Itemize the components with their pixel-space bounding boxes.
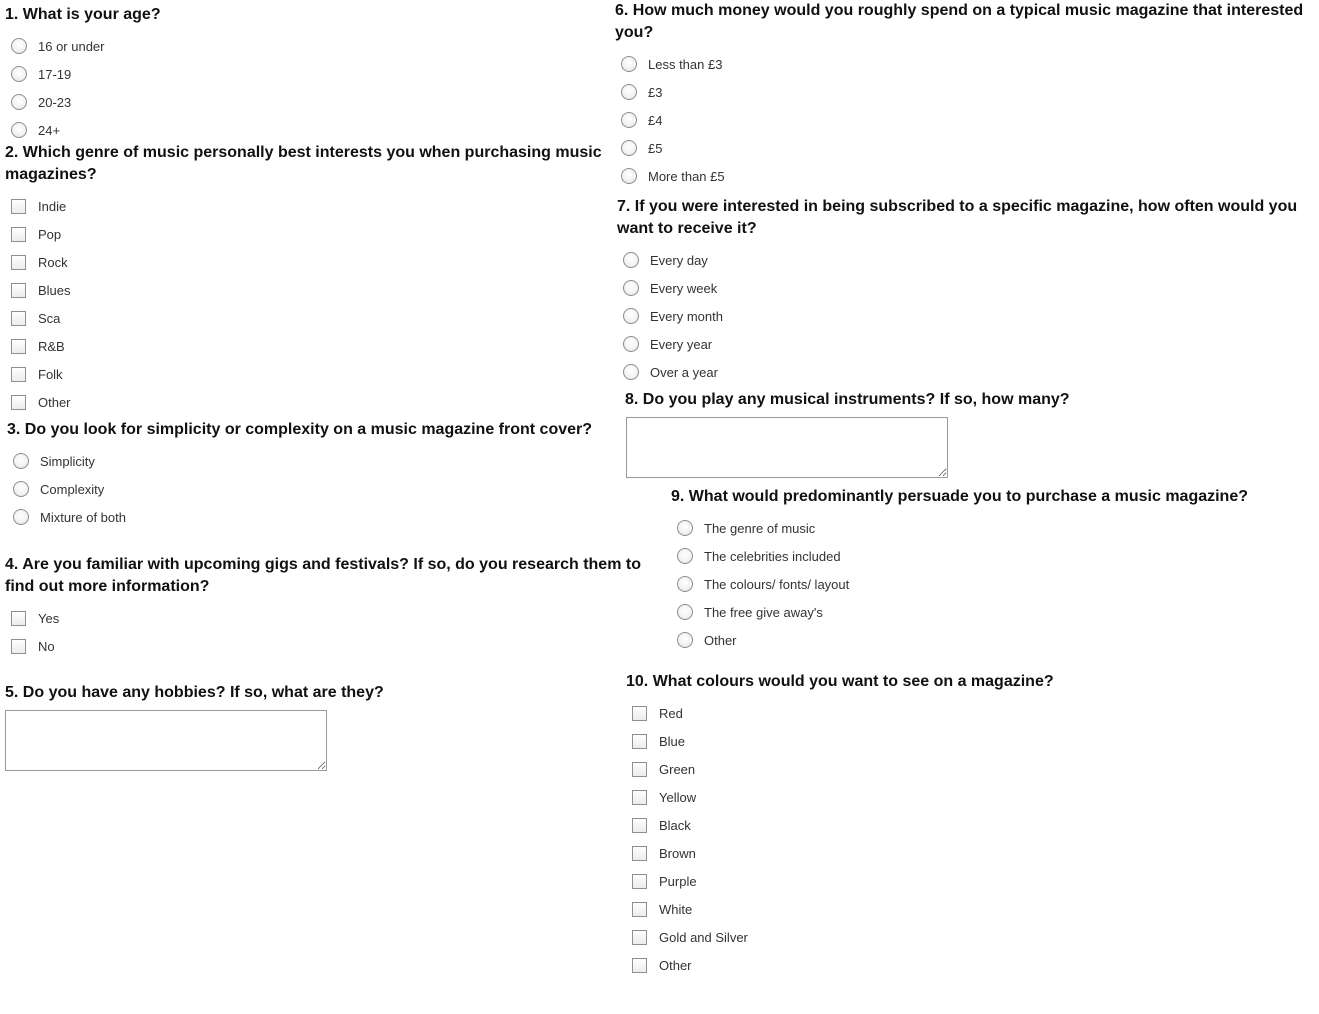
option-label: Yes — [38, 610, 60, 626]
genre-option-blues[interactable] — [5, 276, 605, 304]
option-label: More than £5 — [648, 168, 725, 184]
colour-option-yellow[interactable] — [626, 783, 1306, 811]
radio-button[interactable] — [13, 509, 29, 525]
checkbox[interactable] — [632, 818, 647, 833]
option-label: R&B — [38, 338, 65, 354]
question-9-options — [671, 514, 1311, 654]
cover-option-mixture[interactable] — [7, 503, 607, 531]
option-label: Mixture of both — [40, 509, 126, 525]
radio-button[interactable] — [621, 168, 637, 184]
genre-option-sca[interactable] — [5, 304, 605, 332]
radio-button[interactable] — [623, 308, 639, 324]
age-option-17-19[interactable] — [5, 60, 605, 88]
question-5 — [5, 682, 605, 771]
option-label: Less than £3 — [648, 56, 723, 72]
question-1 — [5, 4, 605, 144]
option-label: Green — [659, 761, 696, 777]
option-label: Brown — [659, 845, 696, 861]
question-1-title: 1. What is your age? — [5, 6, 161, 23]
option-label: Over a year — [650, 364, 718, 380]
checkbox[interactable] — [11, 199, 26, 214]
colour-option-black[interactable] — [626, 811, 1306, 839]
question-7-title: 7. If you were interested in being subscribed to a specific magazine, how often would you want to receive it? — [617, 198, 1298, 237]
radio-button[interactable] — [623, 364, 639, 380]
colour-option-gold-and-silver[interactable] — [626, 923, 1306, 951]
option-label: Every day — [650, 252, 708, 268]
option-label: Simplicity — [40, 453, 95, 469]
checkbox[interactable] — [632, 902, 647, 917]
persuade-option-celebrities[interactable] — [671, 542, 1311, 570]
question-7-options — [617, 246, 1307, 386]
checkbox[interactable] — [11, 639, 26, 654]
genre-option-rock[interactable] — [5, 248, 605, 276]
option-label: Red — [659, 705, 683, 721]
option-label: Indie — [38, 198, 67, 214]
genre-option-indie[interactable] — [5, 192, 605, 220]
checkbox[interactable] — [11, 395, 26, 410]
radio-button[interactable] — [677, 576, 693, 592]
radio-button[interactable] — [621, 140, 637, 156]
option-label: Every week — [650, 280, 718, 296]
colour-option-red[interactable] — [626, 699, 1306, 727]
question-8-title: 8. Do you play any musical instruments? If so, how many? — [625, 391, 1070, 408]
option-label: Pop — [38, 226, 62, 242]
question-2 — [5, 142, 605, 416]
question-6-options — [615, 50, 1310, 190]
frequency-option-every-day[interactable] — [617, 246, 1307, 274]
question-3-title: 3. Do you look for simplicity or complexity on a music magazine front cover? — [7, 421, 593, 438]
option-label: Other — [38, 394, 71, 410]
radio-button[interactable] — [677, 548, 693, 564]
radio-button[interactable] — [677, 632, 693, 648]
question-9 — [671, 486, 1311, 654]
checkbox[interactable] — [11, 283, 26, 298]
persuade-option-layout[interactable] — [671, 570, 1311, 598]
option-label: Other — [704, 632, 737, 648]
genre-option-folk[interactable] — [5, 360, 605, 388]
question-4-options — [5, 604, 670, 660]
colour-option-brown[interactable] — [626, 839, 1306, 867]
option-label: Every month — [650, 308, 723, 324]
checkbox[interactable] — [11, 367, 26, 382]
option-label: £5 — [648, 140, 663, 156]
frequency-option-every-week[interactable] — [617, 274, 1307, 302]
colour-option-white[interactable] — [626, 895, 1306, 923]
option-label: The celebrities included — [704, 548, 841, 564]
option-label: Black — [659, 817, 691, 833]
option-label: Other — [659, 957, 692, 973]
option-label: £4 — [648, 112, 663, 128]
frequency-option-every-year[interactable] — [617, 330, 1307, 358]
question-1-options — [5, 32, 605, 144]
question-5-title: 5. Do you have any hobbies? If so, what are they? — [5, 684, 384, 701]
option-label: The free give away's — [704, 604, 823, 620]
option-label: Gold and Silver — [659, 929, 748, 945]
cover-option-complexity[interactable] — [7, 475, 607, 503]
gigs-option-no[interactable] — [5, 632, 670, 660]
option-label: 17-19 — [38, 66, 72, 82]
radio-button[interactable] — [13, 453, 29, 469]
checkbox[interactable] — [11, 227, 26, 242]
option-label: The colours/ fonts/ layout — [704, 576, 850, 592]
question-8 — [624, 389, 1304, 478]
option-label: The genre of music — [704, 520, 816, 536]
question-7 — [617, 196, 1307, 386]
colour-option-green[interactable] — [626, 755, 1306, 783]
checkbox[interactable] — [632, 874, 647, 889]
option-label: White — [659, 901, 693, 917]
option-label: Yellow — [659, 789, 697, 805]
question-2-title: 2. Which genre of music personally best interests you when purchasing music magazines? — [5, 144, 602, 183]
option-label: Sca — [38, 310, 61, 326]
question-10 — [626, 671, 1306, 979]
instruments-textarea[interactable] — [626, 417, 948, 478]
colour-option-purple[interactable] — [626, 867, 1306, 895]
option-label: Rock — [38, 254, 68, 270]
radio-button[interactable] — [623, 336, 639, 352]
option-label: £3 — [648, 84, 663, 100]
option-label: 16 or under — [38, 38, 105, 54]
radio-button[interactable] — [623, 280, 639, 296]
option-label: Complexity — [40, 481, 105, 497]
radio-button[interactable] — [11, 38, 27, 54]
option-label: Blue — [659, 733, 686, 749]
radio-button[interactable] — [11, 122, 27, 138]
radio-button[interactable] — [623, 252, 639, 268]
radio-button[interactable] — [621, 84, 637, 100]
radio-button[interactable] — [677, 604, 693, 620]
question-10-title: 10. What colours would you want to see on a magazine? — [626, 673, 1054, 690]
price-option-4[interactable] — [615, 106, 1310, 134]
option-label: Folk — [38, 366, 63, 382]
age-option-16-or-under[interactable] — [5, 32, 605, 60]
checkbox[interactable] — [632, 846, 647, 861]
checkbox[interactable] — [632, 734, 647, 749]
radio-button[interactable] — [11, 94, 27, 110]
age-option-24-plus[interactable] — [5, 116, 605, 144]
price-option-5[interactable] — [615, 134, 1310, 162]
genre-option-rnb[interactable] — [5, 332, 605, 360]
option-label: 24+ — [38, 122, 61, 138]
question-3 — [7, 419, 607, 531]
option-label: Every year — [650, 336, 713, 352]
genre-option-pop[interactable] — [5, 220, 605, 248]
radio-button[interactable] — [677, 520, 693, 536]
price-option-3[interactable] — [615, 78, 1310, 106]
genre-option-other[interactable] — [5, 388, 605, 416]
age-option-20-23[interactable] — [5, 88, 605, 116]
persuade-option-other[interactable] — [671, 626, 1311, 654]
question-4-title: 4. Are you familiar with upcoming gigs and festivals? If so, do you research them to find out more information? — [5, 556, 641, 595]
gigs-option-yes[interactable] — [5, 604, 670, 632]
option-label: No — [38, 638, 55, 654]
cover-option-simplicity[interactable] — [7, 447, 607, 475]
checkbox[interactable] — [11, 611, 26, 626]
checkbox[interactable] — [632, 762, 647, 777]
question-6-title: 6. How much money would you roughly spend on a typical music magazine that interested you? — [615, 2, 1304, 41]
question-3-options — [7, 447, 607, 531]
persuade-option-genre[interactable] — [671, 514, 1311, 542]
radio-button[interactable] — [11, 66, 27, 82]
question-6 — [615, 0, 1310, 190]
checkbox[interactable] — [632, 706, 647, 721]
question-9-title: 9. What would predominantly persuade you to purchase a music magazine? — [671, 488, 1248, 505]
checkbox[interactable] — [11, 311, 26, 326]
colour-option-other[interactable] — [626, 951, 1306, 979]
persuade-option-free-give-aways[interactable] — [671, 598, 1311, 626]
checkbox[interactable] — [632, 958, 647, 973]
price-option-less-than-3[interactable] — [615, 50, 1310, 78]
question-4 — [5, 554, 670, 660]
price-option-more-than-5[interactable] — [615, 162, 1310, 190]
question-10-options — [626, 699, 1306, 979]
option-label: Purple — [659, 873, 697, 889]
question-2-options — [5, 192, 605, 416]
radio-button[interactable] — [621, 112, 637, 128]
checkbox[interactable] — [11, 255, 26, 270]
option-label: 20-23 — [38, 94, 72, 110]
hobbies-textarea[interactable] — [5, 710, 327, 771]
radio-button[interactable] — [621, 56, 637, 72]
option-label: Blues — [38, 282, 71, 298]
frequency-option-every-month[interactable] — [617, 302, 1307, 330]
checkbox[interactable] — [632, 790, 647, 805]
radio-button[interactable] — [13, 481, 29, 497]
colour-option-blue[interactable] — [626, 727, 1306, 755]
frequency-option-over-a-year[interactable] — [617, 358, 1307, 386]
checkbox[interactable] — [11, 339, 26, 354]
checkbox[interactable] — [632, 930, 647, 945]
